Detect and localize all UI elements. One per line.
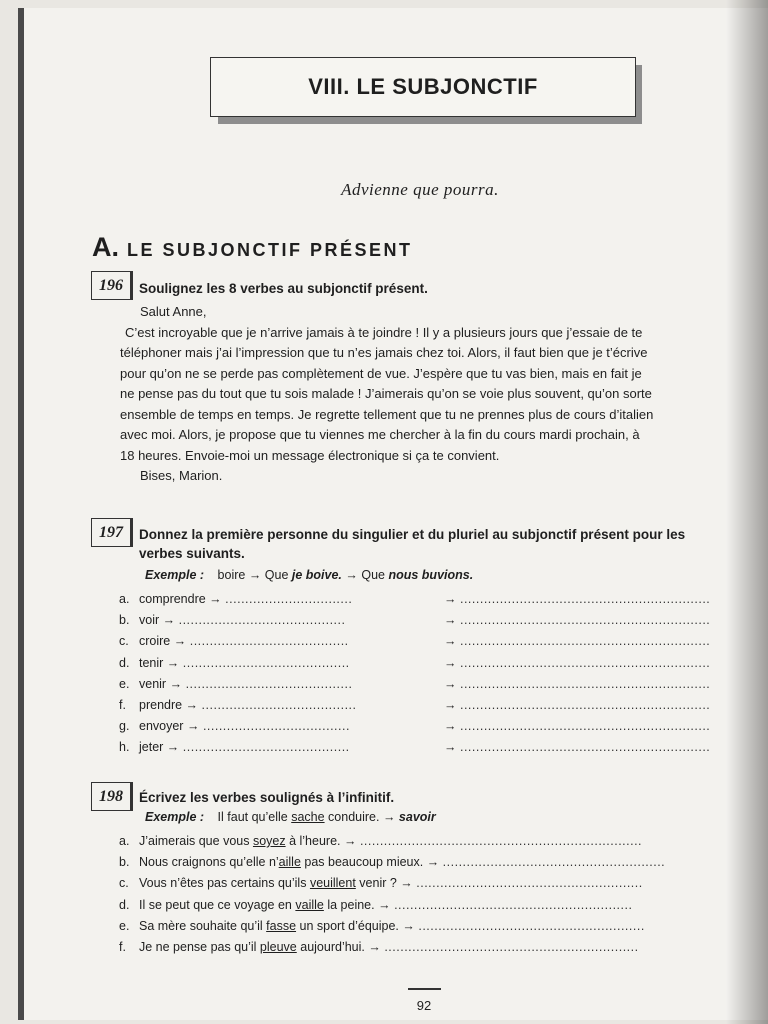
- answer-blank[interactable]: ...............................................................: [459, 655, 711, 670]
- exercise-197-instruction: [139, 525, 685, 563]
- sentence-text: Je ne pense pas qu’il: [139, 940, 260, 954]
- exercise-197-row: [119, 631, 759, 651]
- underlined-verb: veuillent: [309, 876, 356, 891]
- exercise-198-row: [119, 916, 759, 936]
- sentence-text: aujourd’hui. →: [296, 940, 385, 954]
- letter-line: téléphoner mais j’ai l’impression que tu n’es jamais chez toi. Alors, il faut bien que je t’écrive: [120, 345, 648, 360]
- page-gutter-shadow: [726, 0, 768, 1024]
- sentence-text: la peine. →: [323, 897, 395, 912]
- answer-blank[interactable]: ...............................................................: [459, 613, 711, 628]
- exercise-196-text: [120, 302, 760, 487]
- exercise-198-number: 198: [91, 782, 133, 811]
- section-title: LE SUBJONCTIF PRÉSENT: [127, 240, 413, 260]
- arrow: →: [444, 676, 457, 691]
- arrow: →: [444, 634, 457, 649]
- answer-blank[interactable]: ..........................................: [182, 655, 350, 670]
- answer-blank[interactable]: ..........................................: [178, 613, 346, 628]
- exercise-198-row: [119, 873, 759, 893]
- item-verb: comprendre →: [139, 592, 222, 606]
- letter-line: C’est incroyable que je n’arrive jamais à te joindre ! Il y a plusieurs jours que j’essaie de te: [125, 324, 643, 340]
- arrow: →: [444, 740, 457, 755]
- sentence-text: Il se peut que ce voyage en: [139, 897, 296, 912]
- sentence-text: pas beaucoup mieux. →: [300, 855, 443, 870]
- answer-blank[interactable]: ...............................................................: [459, 698, 711, 712]
- page-number: 92: [416, 998, 432, 1013]
- exercise-197-row: [119, 589, 759, 609]
- item-verb: tenir →: [139, 655, 180, 670]
- exercise-197-row: [119, 653, 759, 673]
- exercise-197-row: [119, 716, 759, 736]
- answer-blank[interactable]: ............................................................: [394, 897, 633, 912]
- sentence-text: Sa mère souhaite qu’il: [139, 918, 267, 933]
- sentence-text: à l’heure. →: [285, 834, 360, 848]
- answer-blank[interactable]: ................................................................: [384, 940, 639, 954]
- letter-line: ne pense pas du tout que tu sois malade ! J’aimerais qu’on se voie plus souvent, qu’on sorte: [120, 386, 652, 401]
- underlined-verb: soyez: [252, 834, 286, 848]
- item-label: d.: [119, 655, 130, 670]
- sentence-text: un sport d’équipe. →: [296, 918, 419, 933]
- example-underlined-verb: sache: [291, 810, 325, 824]
- answer-blank[interactable]: .......................................................................: [359, 834, 643, 848]
- instruction-line: verbes suivants.: [139, 546, 245, 561]
- arrow: →: [444, 698, 457, 712]
- exercise-196-number: 196: [91, 271, 133, 300]
- item-label: b.: [119, 855, 130, 870]
- item-verb: envoyer →: [139, 719, 200, 734]
- example-answer: nous buvions.: [388, 568, 474, 582]
- answer-blank[interactable]: ................................: [225, 592, 353, 606]
- exercise-196-instruction: Soulignez les 8 verbes au subjonctif présent.: [139, 281, 428, 296]
- letter-line: Bises, Marion.: [140, 468, 223, 483]
- exercise-197-row: [119, 674, 759, 694]
- item-label: c.: [119, 634, 129, 649]
- answer-blank[interactable]: ........................................: [189, 634, 349, 649]
- chapter-title-box: [210, 57, 636, 117]
- underlined-verb: fasse: [266, 918, 297, 933]
- item-label: d.: [119, 897, 130, 912]
- section-letter: A.: [92, 232, 119, 262]
- exercise-198-example: [145, 810, 436, 824]
- exercise-197-example: [145, 568, 473, 582]
- item-label: g.: [119, 719, 130, 734]
- item-label: c.: [119, 876, 129, 891]
- letter-line: pour qu’on ne se perde pas complètement de vue. J’espère que tu vas bien, mais en fait je: [120, 365, 642, 381]
- item-label: h.: [119, 740, 130, 755]
- answer-blank[interactable]: .....................................: [202, 719, 350, 734]
- sentence-text: venir ? →: [355, 876, 417, 891]
- answer-blank[interactable]: .........................................................: [418, 918, 645, 933]
- sentence-text: Nous craignons qu’elle n’: [139, 855, 279, 870]
- example-text: boire → Que: [217, 568, 292, 582]
- item-verb: croire →: [139, 634, 187, 649]
- underlined-verb: pleuve: [259, 940, 297, 954]
- answer-blank[interactable]: .........................................................: [416, 876, 643, 891]
- sentence-text: Vous n’êtes pas certains qu’ils: [139, 876, 310, 891]
- example-label: Exemple :: [145, 568, 205, 582]
- example-text: conduire. →: [324, 810, 399, 824]
- letter-line: Salut Anne,: [140, 304, 207, 319]
- exercise-197-row: [119, 737, 759, 757]
- item-label: f.: [119, 940, 126, 954]
- chapter-title: VIII. LE SUBJONCTIF: [308, 74, 538, 99]
- arrow: →: [444, 592, 457, 606]
- motto: Advienne que pourra.: [341, 180, 499, 199]
- letter-line: ensemble de temps en temps. Je regrette tellement que tu ne prennes plus de cours d’italien: [120, 406, 654, 422]
- answer-blank[interactable]: .......................................: [201, 698, 357, 712]
- item-verb: prendre →: [139, 698, 199, 712]
- item-label: a.: [119, 592, 130, 606]
- example-text: Il faut qu’elle: [217, 810, 292, 824]
- page-number-rule: [408, 988, 441, 990]
- item-label: a.: [119, 834, 130, 848]
- exercise-197-row: [119, 695, 759, 715]
- answer-blank[interactable]: ...............................................................: [459, 740, 711, 755]
- exercise-197-row: [119, 610, 759, 630]
- exercise-198-row: [119, 831, 759, 851]
- item-label: e.: [119, 918, 130, 933]
- sentence-text: J’aimerais que vous: [139, 834, 253, 848]
- arrow: →: [444, 655, 457, 670]
- answer-blank[interactable]: ..........................................: [182, 740, 350, 755]
- example-answer: je boive.: [291, 568, 342, 582]
- answer-blank[interactable]: ...............................................................: [459, 676, 711, 691]
- example-answer: savoir: [398, 810, 436, 824]
- example-text: → Que: [341, 568, 389, 582]
- answer-blank[interactable]: ..........................................: [185, 676, 353, 691]
- item-verb: voir →: [139, 613, 176, 628]
- item-label: e.: [119, 676, 130, 691]
- instruction-line: Donnez la première personne du singulier et du pluriel au subjonctif présent pour les: [139, 527, 686, 542]
- exercise-198-row: [119, 937, 759, 957]
- answer-blank[interactable]: ........................................................: [442, 855, 666, 870]
- item-verb: jeter →: [139, 740, 180, 755]
- item-label: f.: [119, 698, 126, 712]
- answer-blank[interactable]: ...............................................................: [459, 719, 711, 734]
- answer-blank[interactable]: ...............................................................: [459, 592, 711, 606]
- underlined-verb: aille: [278, 855, 301, 870]
- item-label: b.: [119, 613, 130, 628]
- exercise-198-instruction: Écrivez les verbes soulignés à l’infinitif.: [139, 790, 395, 805]
- exercise-197-number: 197: [91, 518, 133, 547]
- example-label: Exemple :: [145, 810, 205, 824]
- answer-blank[interactable]: ...............................................................: [459, 634, 711, 649]
- page-binding-edge: [18, 8, 24, 1020]
- letter-line: avec moi. Alors, je propose que tu viennes me chercher à la fin du cours mardi prochain, à: [120, 427, 640, 442]
- item-verb: venir →: [139, 676, 183, 691]
- arrow: →: [444, 719, 457, 734]
- underlined-verb: vaille: [295, 897, 324, 912]
- section-heading: [92, 232, 413, 263]
- exercise-198-row: [119, 852, 759, 872]
- exercise-198-row: [119, 895, 759, 915]
- arrow: →: [444, 613, 457, 628]
- letter-line: 18 heures. Envoie-moi un message électronique si ça te convient.: [120, 447, 500, 463]
